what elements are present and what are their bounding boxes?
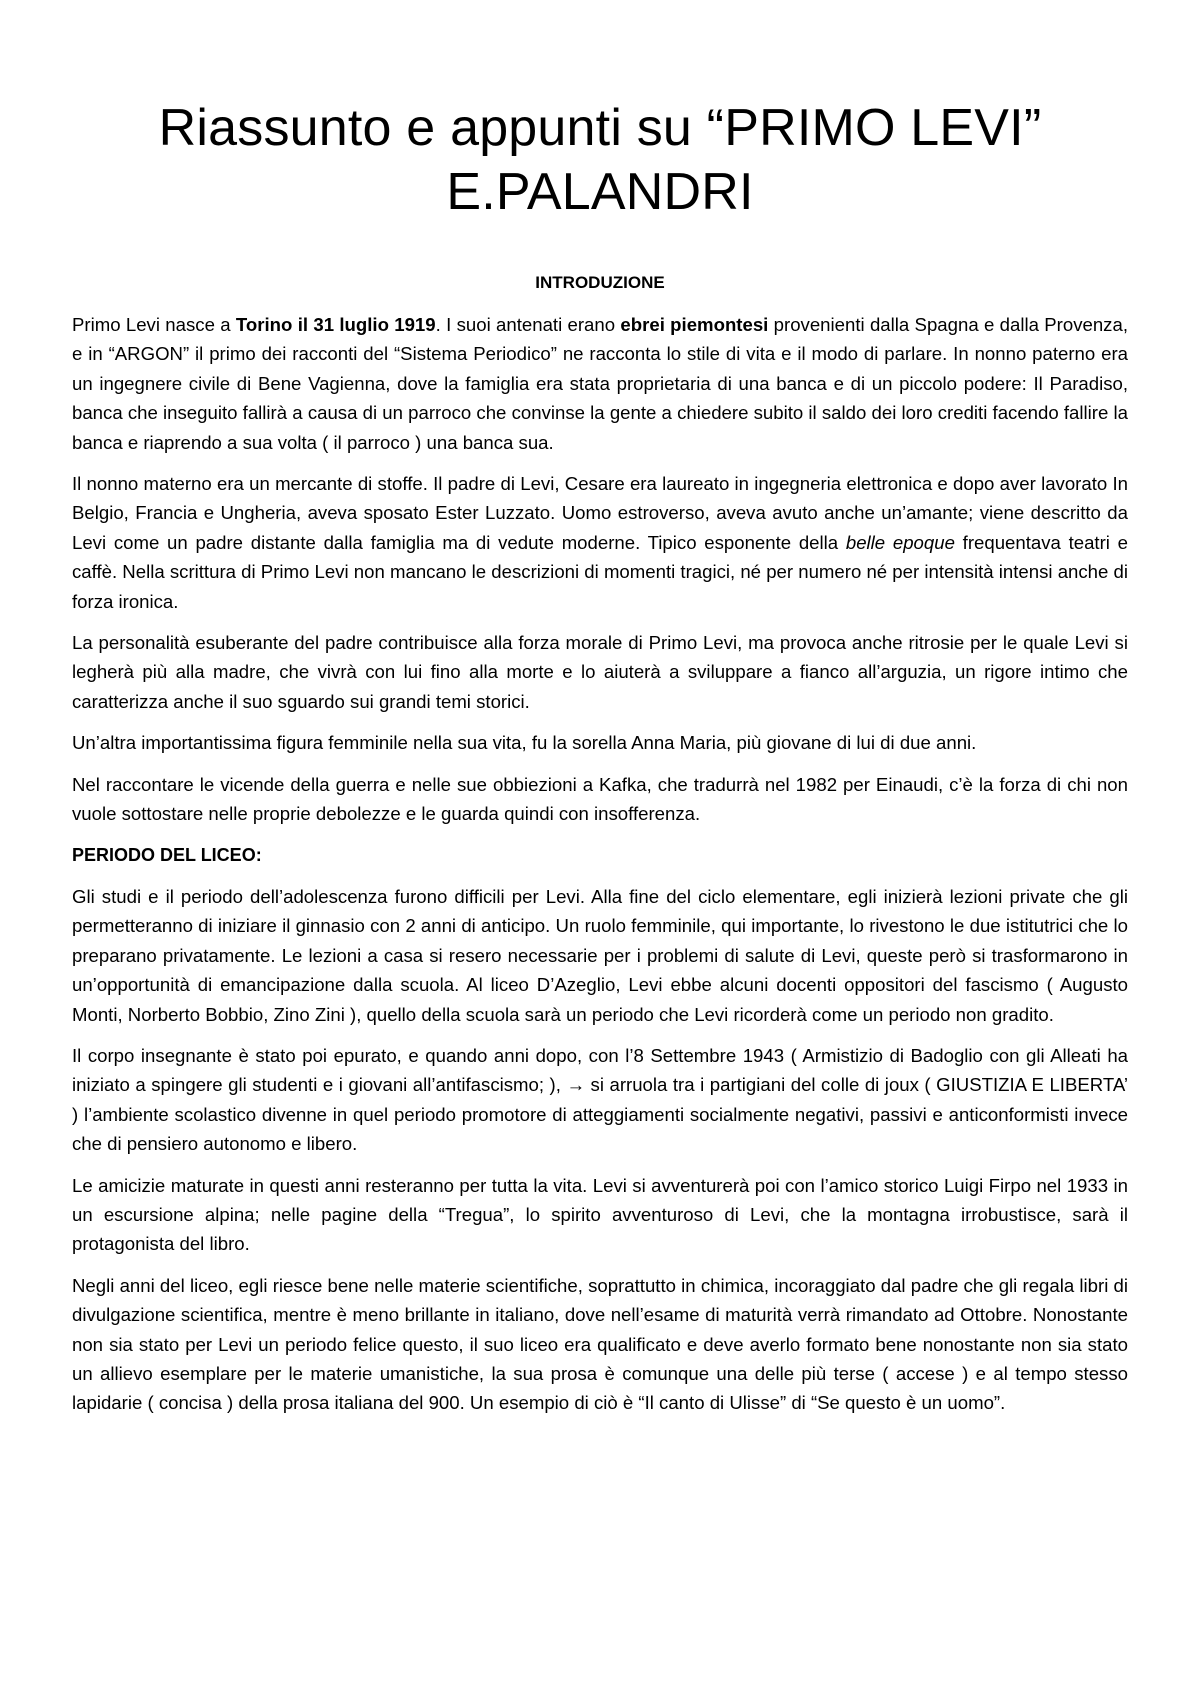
paragraph-intro-4: Un’altra importantissima figura femminile nella sua vita, fu la sorella Anna Maria, più giovane di lui di due anni. [72,732,977,754]
paragraph-liceo-3: Le amicizie maturate in questi anni resteranno per tutta la vita. Levi si avventurerà poi con l’amico storico Luigi Firpo nel 1933 in un escursione alpina; nelle pagine della “Tregua”, lo spirito avventuroso di Levi, che la montagna irrobustisce, sarà il protagonista del libro. [72,1174,1128,1255]
title-line-1: Riassunto e appunti su “PRIMO LEVI” [158,99,1042,157]
paragraph-intro-1: Primo Levi nasce a Torino il 31 luglio 1919. I suoi antenati erano ebrei piemontesi provenienti dalla Spagna e dalla Provenza, e in “ARGON” il primo dei racconti del “Sistema Periodico” ne racconta lo stile di vita e il modo di parlare. In nonno paterno era un ingegnere civile di Bene Vagienna, dove la famiglia era stata proprietaria di una banca e di un piccolo podere: Il Paradiso, banca che inseguito fallirà a causa di un parroco che convinse la gente a chiedere subito il saldo dei loro crediti facendo fallire la banca e riaprendo a sua volta ( il parroco ) una banca sua. [72,314,1128,453]
intro-heading: INTRODUZIONE [535,273,665,292]
paragraph-intro-3: La personalità esuberante del padre contribuisce alla forza morale di Primo Levi, ma provoca anche ritrosie per le quale Levi si legherà più alla madre, che vivrà con lui fino alla morte e lo aiuterà a sviluppare a fianco all’arguzia, un rigore intimo che caratterizza anche il suo sguardo sui grandi temi storici. [72,632,1128,712]
birth-highlight: Torino il 31 luglio 1919 [235,314,436,335]
paragraph-intro-5: Nel raccontare le vicende della guerra e nelle sue obbiezioni a Kafka, che tradurrà nel 1982 per Einaudi, c’è la forza di chi non vuole sottostare nelle proprie debolezze e le guarda quindi con insofferenza. [72,773,1128,825]
section-heading-liceo: PERIODO DEL LICEO: [72,844,262,865]
paragraph-liceo-4: Negli anni del liceo, egli riesce bene nelle materie scientifiche, soprattutto in chimica, incoraggiato dal padre che gli regala libri di divulgazione scientifica, mentre è meno brillante in italiano, dove nell’esame di maturità verrà rimandato ad Ottobre. Nonostante non sia stato per Levi un periodo felice questo, il suo liceo era qualificato e deve averlo formato bene nonostante non sia stato un allievo esemplare per le materie umanistiche, la sua prosa è comunque una delle più terse ( accese ) e al tempo stesso lapidarie ( concisa ) della prosa italiana del 900. Un esempio di ciò è “Il canto di Ulisse” di “Se questo è un uomo”. [72,1274,1128,1414]
paragraph-intro-2: Il nonno materno era un mercante di stoffe. Il padre di Levi, Cesare era laureato in ingegneria elettronica e dopo aver lavorato In Belgio, Francia e Ungheria, aveva sposato Ester Luzzato. Uomo estroverso, aveva avuto anche un’amante; viene descritto da Levi come un padre distante dalla famiglia ma di vedute moderne. Tipico esponente della belle epoque frequentava teatri e caffè. Nella scrittura di Primo Levi non mancano le descrizioni di momenti tragici, né per numero né per intensità intensi anche di forza ironica. [72,473,1128,612]
paragraph-liceo-2: Il corpo insegnante è stato poi epurato, e quando anni dopo, con l’8 Settembre 1943 ( Armistizio di Badoglio con gli Alleati ha iniziato a spingere gli studenti e i giovani all’antifascismo; ), → si arruola tra i partigiani del colle di joux ( GIUSTIZIA E LIBERTA’ ) l’ambiente scolastico divenne in quel periodo promotore di atteggiamenti socialmente negativi, passivi e anticonformisti invece che di pensiero autonomo e libero. [72,1044,1128,1155]
paragraph-liceo-1: Gli studi e il periodo dell’adolescenza furono difficili per Levi. Alla fine del ciclo elementare, egli inizierà lezioni private che gli permetteranno di iniziare il ginnasio con 2 anni di anticipo. Un ruolo femminile, qui importante, lo rivestono le due istitutrici che lo preparano privatamente. Le lezioni a casa si resero necessarie per i problemi di salute di Levi, queste però si trasformarono in un’opportunità di emancipazione dalla scuola. Al liceo D’Azeglio, Levi ebbe alcuni docenti oppositori del fascismo ( Augusto Monti, Norberto Bobbio, Zino Zini ), quello della scuola sarà un periodo che Levi ricorderà come un periodo non gradito. [72,885,1128,1025]
document-title [72,96,1128,224]
title-line-2: E.PALANDRI [446,163,754,221]
ancestry-highlight: ebrei piemontesi [620,314,769,335]
belle-epoque-emphasis: belle epoque [845,531,955,553]
